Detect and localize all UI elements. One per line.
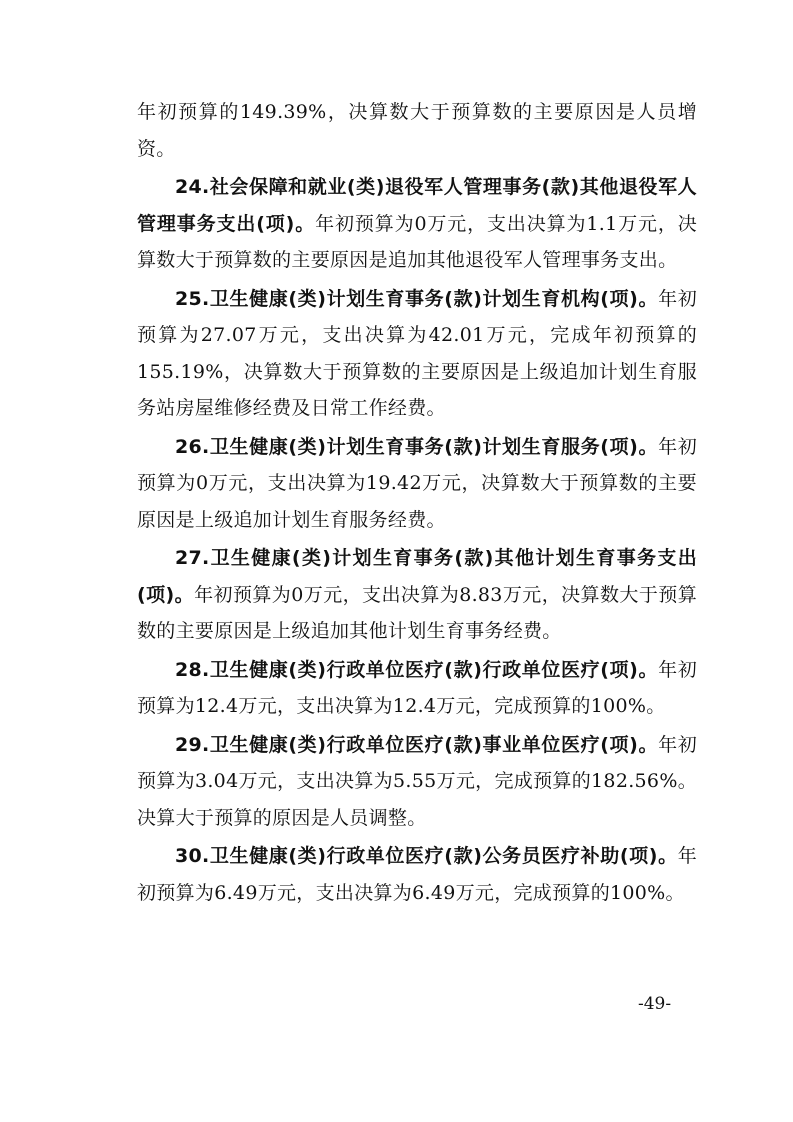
paragraph-body: 年初预算为27.07万元，支出决算为42.01万元，完成年初预算的155.19%，决算数大于预算数的主要原因是上级追加计划生育服务站房屋维修经费及日常工作经费。 bbox=[137, 287, 697, 419]
paragraph-body: 年初预算为0万元，支出决算为19.42万元，决算数大于预算数的主要原因是上级追加计划生育服务经费。 bbox=[137, 435, 697, 531]
paragraph-body: 年初预算的149.39%，决算数大于预算数的主要原因是人员增资。 bbox=[137, 101, 697, 160]
paragraph-body: 年初预算为0万元，支出决算为8.83万元，决算数大于预算数的主要原因是上级追加其他计划生育事务经费。 bbox=[137, 583, 697, 642]
paragraph-heading: 26.卫生健康(类)计划生育事务(款)计划生育服务(项)。 bbox=[175, 435, 659, 458]
paragraph-heading: 29.卫生健康(类)行政单位医疗(款)事业单位医疗(项)。 bbox=[175, 733, 659, 756]
paragraph-body: 年初预算为6.49万元，支出决算为6.49万元，完成预算的100%。 bbox=[137, 845, 697, 904]
paragraph-23-continuation bbox=[137, 94, 697, 167]
paragraph-29 bbox=[137, 727, 697, 837]
paragraph-26 bbox=[137, 429, 697, 539]
paragraph-heading: 30.卫生健康(类)行政单位医疗(款)公务员医疗补助(项)。 bbox=[175, 845, 678, 867]
paragraph-body: 年初预算为0万元，支出决算为1.1万元，决算数大于预算数的主要原因是追加其他退役军人管理事务支出。 bbox=[137, 212, 697, 271]
paragraph-heading: 24.社会保障和就业(类)退役军人管理事务(款)其他退役军人管理事务支出(项)。 bbox=[137, 176, 697, 235]
paragraph-heading: 28.卫生健康(类)行政单位医疗(款)行政单位医疗(项)。 bbox=[175, 658, 659, 681]
paragraph-heading: 25.卫生健康(类)计划生育事务(款)计划生育机构(项)。 bbox=[175, 287, 659, 310]
paragraph-heading: 27.卫生健康(类)计划生育事务(款)其他计划生育事务支出(项)。 bbox=[137, 547, 697, 606]
page-number: -49- bbox=[638, 994, 672, 1014]
document-body bbox=[137, 94, 697, 913]
paragraph-body: 年初预算为12.4万元，支出决算为12.4万元，完成预算的100%。 bbox=[137, 658, 697, 717]
paragraph-27 bbox=[137, 540, 697, 650]
paragraph-25 bbox=[137, 281, 697, 427]
paragraph-28 bbox=[137, 652, 697, 725]
paragraph-24 bbox=[137, 169, 697, 279]
paragraph-30 bbox=[137, 838, 697, 911]
paragraph-body: 年初预算为3.04万元，支出决算为5.55万元，完成预算的182.56%。决算大于预算的原因是人员调整。 bbox=[137, 733, 697, 829]
